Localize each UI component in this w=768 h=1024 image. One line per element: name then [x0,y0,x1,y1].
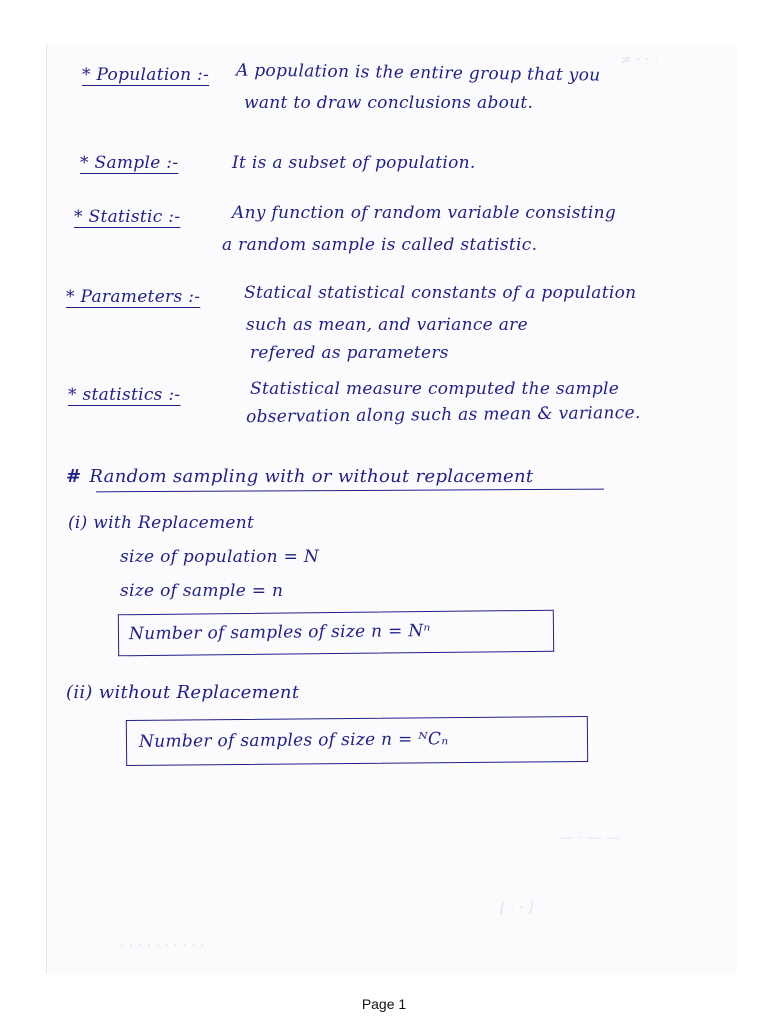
sampling-heading: Random sampling with or without replacement [89,466,534,487]
statistics-term: * statistics :- [68,385,181,405]
hash-mark: # [66,466,82,487]
notebook-page [46,44,737,974]
with-replacement-formula: Number of samples of size n = Nⁿ [128,621,431,645]
statistics-definition-line2: observation along such as mean & variance. [245,402,641,428]
population-size-line: size of population = N [120,547,320,567]
statistic-definition-line1: Any function of random variable consisting [232,203,617,223]
statistics-definition-line1: Statistical measure computed the sample [250,379,620,399]
without-replacement-label: (ii) without Replacement [66,682,300,703]
sample-term: * Sample :- [80,153,179,173]
population-definition-line1: A population is the entire group that you [235,60,601,86]
population-definition-line2: want to draw conclusions about. [244,93,534,113]
parameters-definition-line3: refered as parameters [250,343,449,363]
statistic-term: * Statistic :- [74,207,181,227]
bleed-through-mark: — · — — [560,830,620,846]
with-replacement-label: (i) with Replacement [68,513,255,533]
bleed-through-mark: [ · · ] [500,900,534,916]
parameters-term: * Parameters :- [66,287,201,307]
sampling-heading-row [66,466,533,488]
parameters-definition-line2: such as mean, and variance are [246,315,528,335]
page-number: Page 1 [361,996,407,1012]
population-term: * Population :- [82,65,210,85]
bleed-through-text: ≠ · · · [620,52,659,68]
with-replacement-formula-box [118,610,554,657]
sample-definition: It is a subset of population. [232,153,476,173]
sample-size-line: size of sample = n [120,581,284,601]
statistic-definition-line2: a random sample is called statistic. [222,235,538,255]
parameters-definition-line1: Statical statistical constants of a population [244,283,637,303]
without-replacement-formula: Number of samples of size n = ᴺCₙ [138,729,449,752]
bleed-through-mark: · · · · · · · · · · [120,938,205,954]
without-replacement-formula-box [126,716,588,766]
